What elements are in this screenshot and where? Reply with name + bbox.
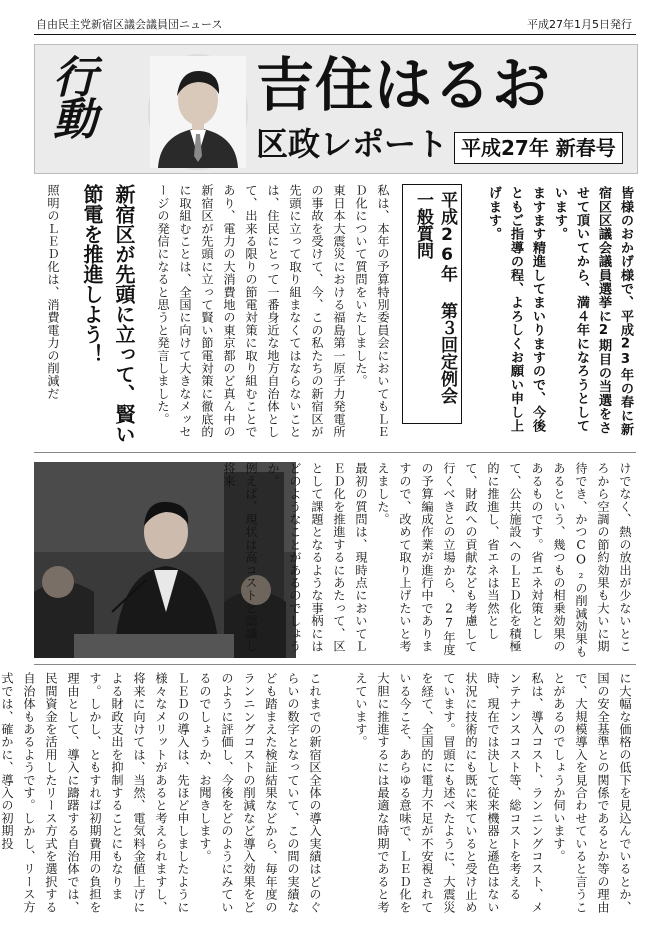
intro-text: 皆様のおかげ様で、平成23年の春に新宿区区議会議員選挙に2期目の当選をさせて頂いてから、満４年になろうとしています。 ますます精進してまいりますので、今後ともご指導の程、よろしくお願い申し上げます。 xyxy=(486,186,633,437)
top-divider xyxy=(34,34,636,35)
portrait-avatar xyxy=(148,54,248,170)
headline: 新宿区が先頭に立って、賢い節電を推進しよう！ xyxy=(80,184,136,444)
session-label: 平成26年 第３回定例会 一般質問 xyxy=(402,184,462,424)
issue-badge: 平成27年 新春号 xyxy=(454,132,623,164)
report-subtitle: 区政レポート xyxy=(256,125,449,163)
politician-name: 吉住はるお xyxy=(256,51,552,119)
newsletter-name: 自由民主党新宿区議会議員団ニュース xyxy=(36,18,223,31)
issue-date: 平成27年1月5日発行 xyxy=(527,18,632,31)
middle-right-text: けでなく、熱の放出が少ないところから空調の節約効果も大いに期待でき、かつCO₂の削減効果もあるという、幾つもの相乗効果のあるものです。省エネ対策として、公共施設へのＬＥＤ化を積極的に推進し、省エネは当然として、財政への貢献なども考慮して行くべきとの立場から、27年度の予算編成作業が進行中でありますので、改めて取り上げたいと考えました。 最初の質問は、現時点においてＬＥＤ化を推進するにあたって、区として課題となるような事柄にはどのようなことがあるのでしょうか。 例えば、現状は高コストと認識し将来 xyxy=(222,462,632,658)
bottom-left-text: これまでの新宿区全体の導入実績はどのぐらいの数字となっていて、この間の実績なども踏まえた検証結果などから、毎年度のランニングコストの削減など導入効果をどのように評価し、今後をどのようにみているのでしょうか、お聞きします。 ＬＥＤの導入は、先ほど申しましたように様々なメリットがあると考えられますし、将来に向けては、当然、電気料金値上げによる財政支出を抑制することにもなります。しかし、ともすれば初期費用の負担を理由として、導入に躊躇する自治体では、民間資金を活用したリース方式を選択する自治体もあるようです。しかし、リース方式では、確かに、導入の初期投 xyxy=(0,672,322,914)
bottom-right-text: に大幅な価格の低下を見込んでいるとか、国の安全基準との関係であるとか等の理由で、大規模導入を見合わせていると言うことがあるのでしょうか伺います。 私は、導入コスト、ランニングコスト、メンテナンスコスト等、総コストを考える時、現在では決して従来機器と遜色はない状況に技術的にも既に来ていると受け止めています。冒頭にも述べたように、大震災を経て、全国的に電力不足が不安視されている今こそ、あらゆる意味で、ＬＥＤ化を大胆に推進するには最適な時期であると考えています。 xyxy=(354,672,632,914)
politician-portrait-icon xyxy=(150,56,246,168)
section-divider-bottom xyxy=(34,664,636,665)
body-top-text: 私は、本年の予算特別委員会においてもＬＥＤ化について質問をいたしました。 東日本大震災における福島第一原子力発電所の事故を受けて、今、この私たちの新宿区が先頭に立って取り組まなくてはならないことは、住民にとって一番身近な地方自治体として、出来る限りの節電対策に取り組むことであり、電力の大消費地の東京都のど真ん中の新宿区が先頭に立って賢い節電対策に徹底的に取組むことは、全国に向けて大きなメッセージの発信になると思うと発言しました。 xyxy=(156,184,390,438)
kodo-title: 行動 xyxy=(45,54,96,138)
body-left-fragment: 照明のＬＥＤ化は、消費電力の削減だ xyxy=(46,184,60,400)
section-divider xyxy=(34,452,636,453)
